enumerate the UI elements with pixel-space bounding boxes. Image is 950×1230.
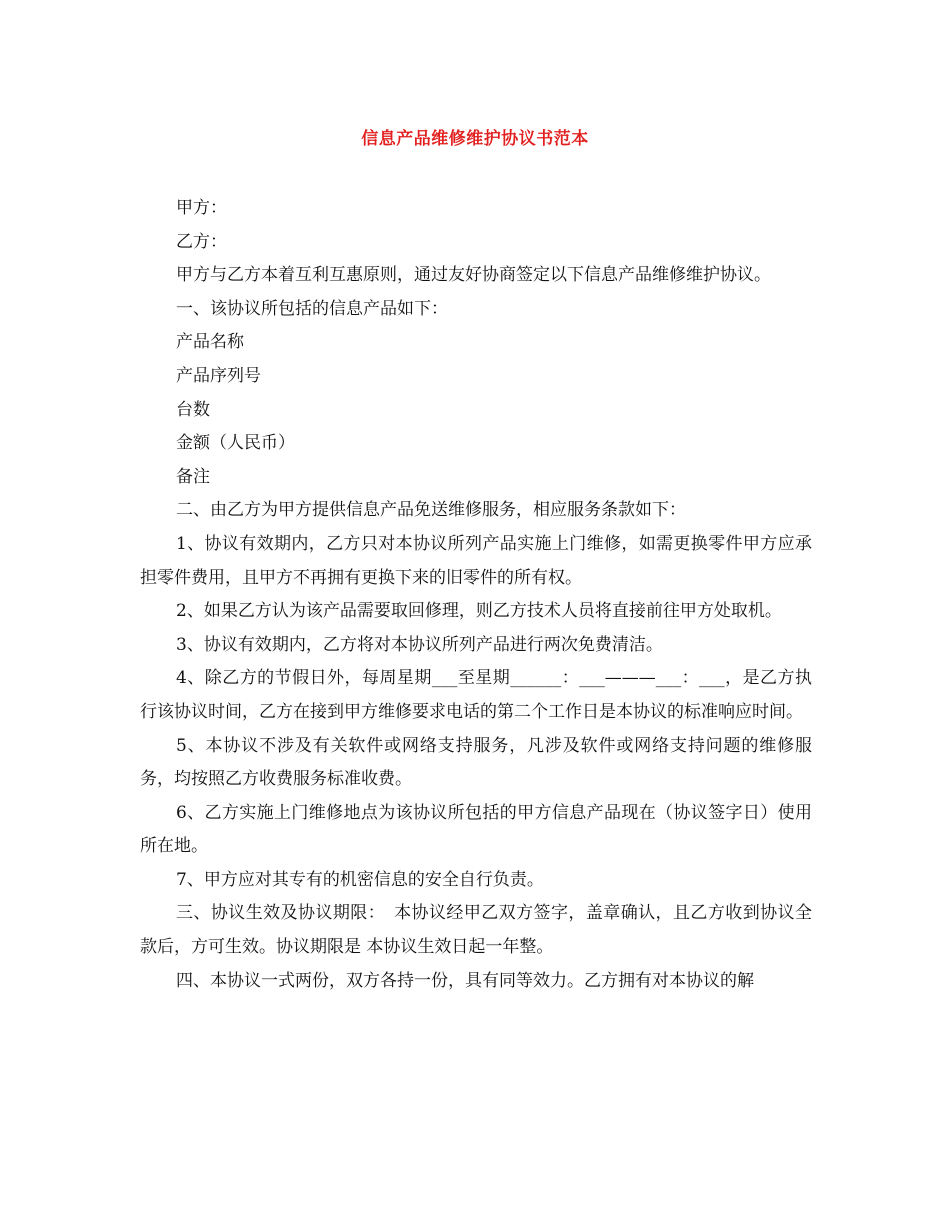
product-serial-field: 产品序列号 xyxy=(176,365,261,386)
section-two-heading: 二、由乙方为甲方提供信息产品免送维修服务，相应服务条款如下： xyxy=(176,500,686,521)
clause-2: 2、如果乙方认为该产品需要取回修理，则乙方技术人员将直接前往甲方处取机。 xyxy=(176,601,782,622)
clause-6: 6、乙方实施上门维修地点为该协议所包括的甲方信息产品现在（协议签字日）使用所在地。 xyxy=(140,802,812,857)
amount-field: 金额（人民币） xyxy=(176,433,295,454)
unit-count-field: 台数 xyxy=(176,399,210,420)
section-three-paragraph: 三、协议生效及协议期限： 本协议经甲乙双方签字，盖章确认，且乙方收到协议全款后，方可生效。协议期限是 本协议生效日起一年整。 xyxy=(140,903,812,958)
clause-3: 3、协议有效期内，乙方将对本协议所列产品进行两次免费清洁。 xyxy=(176,634,663,655)
clause-1: 1、协议有效期内，乙方只对本协议所列产品实施上门维修，如需更换零件甲方应承担零件费用，且甲方不再拥有更换下来的旧零件的所有权。 xyxy=(140,533,812,588)
product-name-field: 产品名称 xyxy=(176,332,244,353)
document-body xyxy=(140,192,812,998)
clause-7: 7、甲方应对其专有的机密信息的安全自行负责。 xyxy=(176,869,544,890)
document-title: 信息产品维修维护协议书范本 xyxy=(361,129,589,149)
remarks-field: 备注 xyxy=(176,466,210,487)
section-four-paragraph: 四、本协议一式两份，双方各持一份，具有同等效力。乙方拥有对本协议的解 xyxy=(176,970,754,991)
clause-4: 4、除乙方的节假日外，每周星期___至星期______：___———___：___，是乙方执行该协议时间，乙方在接到甲方维修要求电话的第二个工作日是本协议的标准响应时间。 xyxy=(140,668,812,722)
party-b-line: 乙方： xyxy=(176,231,227,252)
party-a-line: 甲方： xyxy=(176,198,227,218)
preamble-paragraph: 甲方与乙方本着互利互惠原则，通过友好协商签定以下信息产品维修维护协议。 xyxy=(176,265,771,286)
section-one-heading: 一、该协议所包括的信息产品如下： xyxy=(176,298,448,319)
clause-5: 5、本协议不涉及有关软件或网络支持服务，凡涉及软件或网络支持问题的维修服务，均按照乙方收费服务标准收费。 xyxy=(140,735,812,790)
